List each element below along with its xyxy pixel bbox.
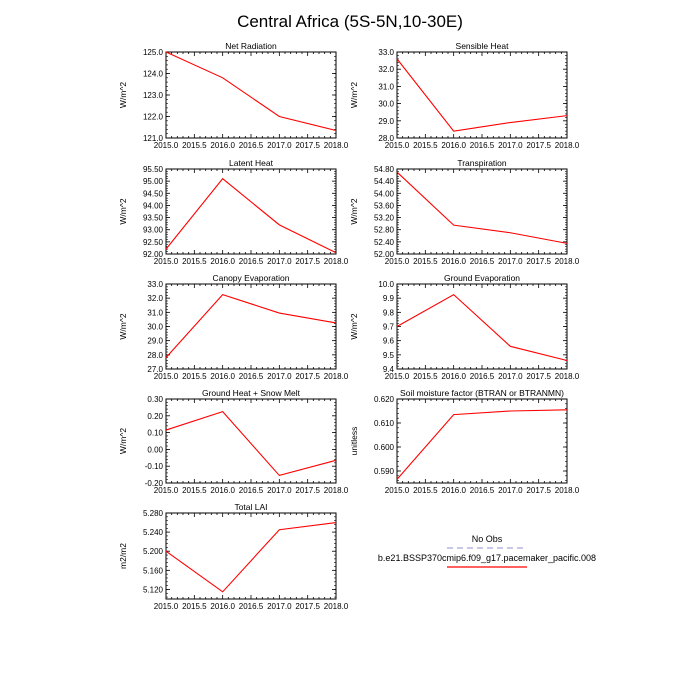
- y-axis-label: W/m^2: [118, 198, 128, 225]
- x-tick-label: 2016.5: [469, 141, 495, 150]
- y-tick-label: 5.120: [142, 585, 163, 595]
- series-line-1: [166, 179, 336, 253]
- y-tick-label: 0.600: [373, 443, 394, 452]
- y-tick-label: 29.0: [378, 116, 394, 126]
- x-tick-label: 2018.0: [323, 257, 349, 266]
- y-tick-label: 32.0: [378, 65, 394, 75]
- plot-frame: [397, 52, 567, 138]
- panel-title: Canopy Evaporation: [212, 273, 290, 283]
- x-tick-label: 2016.5: [238, 486, 264, 495]
- x-tick-label: 2018.0: [554, 372, 580, 381]
- y-axis-label: W/m^2: [349, 81, 359, 109]
- panel-2: [349, 41, 580, 150]
- y-tick-label: 52.00: [373, 250, 394, 259]
- series-line-1: [397, 410, 567, 480]
- plot-frame: [397, 169, 567, 254]
- x-tick-label: 2018.0: [323, 141, 349, 150]
- y-tick-label: 123.0: [142, 91, 163, 100]
- plot-frame: [166, 52, 336, 138]
- x-tick-label: 2016.0: [210, 372, 235, 381]
- panel-title: Transpiration: [457, 158, 507, 168]
- x-tick-label: 2016.5: [238, 257, 264, 266]
- x-tick-label: 2015.5: [413, 486, 438, 495]
- x-tick-label: 2015.0: [153, 372, 179, 381]
- x-tick-label: 2017.0: [498, 141, 523, 150]
- y-tick-label: 92.00: [142, 250, 163, 259]
- y-tick-label: 31.0: [378, 82, 394, 92]
- y-tick-label: 93.50: [142, 213, 163, 223]
- y-tick-label: 9.7: [382, 322, 394, 332]
- x-tick-label: 2015.0: [384, 257, 410, 266]
- x-tick-label: 2017.5: [526, 486, 551, 495]
- y-tick-label: 9.6: [382, 336, 394, 346]
- plot-frame: [166, 399, 336, 483]
- panel-title: Soil moisture factor (BTRAN or BTRANMN): [400, 388, 564, 398]
- x-tick-label: 2017.0: [267, 602, 292, 611]
- panel-4: [349, 158, 580, 266]
- x-tick-label: 2015.0: [153, 602, 179, 611]
- x-tick-label: 2018.0: [554, 141, 580, 150]
- y-axis-label: W/m^2: [118, 313, 128, 340]
- x-tick-label: 2016.0: [441, 486, 466, 495]
- x-tick-label: 2018.0: [323, 602, 349, 611]
- y-tick-label: -0.10: [144, 462, 163, 472]
- y-axis-label: W/m^2: [118, 81, 128, 109]
- y-tick-label: 121.0: [142, 134, 163, 143]
- y-tick-label: 29.0: [147, 336, 163, 346]
- y-tick-label: 0.590: [373, 467, 394, 476]
- y-tick-label: 124.0: [142, 69, 163, 79]
- x-tick-label: 2015.0: [384, 486, 410, 495]
- y-tick-label: 9.9: [382, 294, 394, 304]
- x-tick-label: 2017.0: [498, 486, 523, 495]
- x-tick-label: 2017.5: [295, 257, 320, 266]
- y-tick-label: 5.280: [142, 509, 163, 518]
- y-tick-label: 54.80: [373, 165, 394, 174]
- x-tick-label: 2015.0: [384, 372, 410, 381]
- y-axis-label: m2/m2: [118, 543, 128, 569]
- legend-label-2: b.e21.BSSP370cmip6.f09_g17.pacemaker_pacific.008: [377, 553, 597, 563]
- x-tick-label: 2017.5: [295, 141, 320, 150]
- x-tick-label: 2016.0: [441, 372, 466, 381]
- x-tick-label: 2017.0: [267, 257, 292, 266]
- x-tick-label: 2015.0: [153, 257, 179, 266]
- legend-label-1: No Obs: [471, 534, 503, 544]
- series-line-1: [166, 523, 336, 592]
- y-axis-label: unitless: [349, 426, 359, 456]
- y-tick-label: 5.160: [142, 566, 163, 576]
- panel-3: [118, 158, 349, 266]
- x-tick-label: 2017.5: [526, 372, 551, 381]
- y-tick-label: 52.80: [373, 225, 394, 235]
- panel-8: [349, 388, 580, 495]
- x-tick-label: 2016.0: [210, 141, 235, 150]
- y-tick-label: 5.240: [142, 528, 163, 538]
- x-tick-label: 2017.5: [295, 486, 320, 495]
- y-tick-label: 0.620: [373, 395, 394, 404]
- y-tick-label: 0.00: [147, 445, 163, 455]
- x-tick-label: 2015.5: [413, 141, 438, 150]
- x-tick-label: 2016.5: [469, 372, 495, 381]
- x-tick-label: 2016.5: [238, 602, 264, 611]
- x-tick-label: 2016.0: [441, 257, 466, 266]
- plot-frame: [166, 284, 336, 369]
- y-tick-label: 0.10: [147, 428, 163, 438]
- x-tick-label: 2017.5: [526, 257, 551, 266]
- y-tick-label: 125.0: [142, 48, 163, 57]
- y-tick-label: 9.8: [382, 308, 394, 318]
- y-tick-label: 28.0: [147, 350, 163, 360]
- y-tick-label: 52.40: [373, 237, 394, 247]
- y-tick-label: 9.4: [382, 365, 394, 374]
- y-tick-label: 54.40: [373, 177, 394, 187]
- y-tick-label: 92.50: [142, 237, 163, 247]
- panel-title: Ground Evaporation: [443, 273, 521, 283]
- y-tick-label: 30.0: [147, 322, 163, 332]
- panel-title: Latent Heat: [229, 158, 273, 168]
- plot-frame: [397, 399, 567, 483]
- x-tick-label: 2016.5: [469, 486, 495, 495]
- y-tick-label: 33.0: [378, 48, 394, 57]
- y-tick-label: 31.0: [147, 308, 163, 318]
- y-tick-label: 27.0: [147, 365, 163, 374]
- panel-title: Sensible Heat: [455, 41, 509, 51]
- y-tick-label: 94.50: [142, 189, 163, 199]
- y-tick-label: 94.00: [142, 201, 163, 211]
- y-tick-label: 0.610: [373, 419, 394, 428]
- x-tick-label: 2015.0: [153, 486, 179, 495]
- x-tick-label: 2017.0: [267, 372, 292, 381]
- x-tick-label: 2017.5: [526, 141, 551, 150]
- x-tick-label: 2016.5: [469, 257, 495, 266]
- series-line-1: [166, 52, 336, 130]
- y-tick-label: 122.0: [142, 112, 163, 122]
- plot-frame: [166, 169, 336, 254]
- x-tick-label: 2018.0: [323, 372, 349, 381]
- figure-title: Central Africa (5S-5N,10-30E): [237, 12, 463, 31]
- panel-5: [118, 273, 349, 381]
- x-tick-label: 2017.5: [295, 372, 320, 381]
- y-axis-label: W/m^2: [118, 427, 128, 455]
- y-tick-label: 30.0: [378, 99, 394, 109]
- y-tick-label: 10.0: [378, 280, 394, 289]
- x-tick-label: 2018.0: [554, 486, 580, 495]
- x-tick-label: 2016.5: [238, 141, 264, 150]
- y-tick-label: -0.20: [144, 479, 163, 488]
- x-tick-label: 2015.5: [182, 372, 207, 381]
- series-line-1: [397, 172, 567, 243]
- x-tick-label: 2015.5: [182, 141, 207, 150]
- series-line-1: [166, 412, 336, 476]
- x-tick-label: 2015.5: [182, 602, 207, 611]
- x-tick-label: 2015.0: [384, 141, 410, 150]
- x-tick-label: 2018.0: [554, 257, 580, 266]
- y-tick-label: 0.30: [147, 395, 163, 404]
- x-tick-label: 2016.0: [210, 257, 235, 266]
- x-tick-label: 2015.5: [413, 257, 438, 266]
- panel-9: [118, 502, 349, 611]
- y-tick-label: 5.200: [142, 547, 163, 557]
- y-tick-label: 53.60: [373, 201, 394, 211]
- x-tick-label: 2015.5: [413, 372, 438, 381]
- x-tick-label: 2016.0: [210, 486, 235, 495]
- panel-1: [118, 41, 349, 150]
- y-tick-label: 9.5: [382, 350, 394, 360]
- legend: [378, 534, 596, 567]
- y-tick-label: 0.20: [147, 411, 163, 421]
- y-tick-label: 95.00: [142, 177, 163, 187]
- series-line-1: [166, 295, 336, 358]
- panel-title: Ground Heat + Snow Melt: [201, 388, 301, 398]
- y-tick-label: 54.00: [373, 189, 394, 199]
- x-tick-label: 2016.0: [441, 141, 466, 150]
- y-tick-label: 95.50: [142, 165, 163, 174]
- x-tick-label: 2017.0: [498, 372, 523, 381]
- panel-7: [118, 388, 349, 495]
- y-tick-label: 32.0: [147, 294, 163, 304]
- series-line-1: [397, 59, 567, 131]
- y-tick-label: 33.0: [147, 280, 163, 289]
- y-axis-label: W/m^2: [349, 198, 359, 225]
- panel-6: [349, 273, 580, 381]
- y-axis-label: W/m^2: [349, 313, 359, 340]
- x-tick-label: 2015.5: [182, 257, 207, 266]
- panel-title: Net Radiation: [225, 41, 277, 51]
- x-tick-label: 2017.0: [498, 257, 523, 266]
- plot-frame: [397, 284, 567, 369]
- y-tick-label: 93.00: [142, 225, 163, 235]
- y-tick-label: 28.0: [378, 134, 394, 143]
- x-tick-label: 2017.5: [295, 602, 320, 611]
- x-tick-label: 2016.5: [238, 372, 264, 381]
- x-tick-label: 2017.0: [267, 486, 292, 495]
- x-tick-label: 2016.0: [210, 602, 235, 611]
- x-tick-label: 2015.0: [153, 141, 179, 150]
- panels: [118, 41, 580, 611]
- y-tick-label: 53.20: [373, 213, 394, 223]
- panel-title: Total LAI: [234, 502, 268, 512]
- x-tick-label: 2017.0: [267, 141, 292, 150]
- series-line-1: [397, 295, 567, 361]
- x-tick-label: 2018.0: [323, 486, 349, 495]
- x-tick-label: 2015.5: [182, 486, 207, 495]
